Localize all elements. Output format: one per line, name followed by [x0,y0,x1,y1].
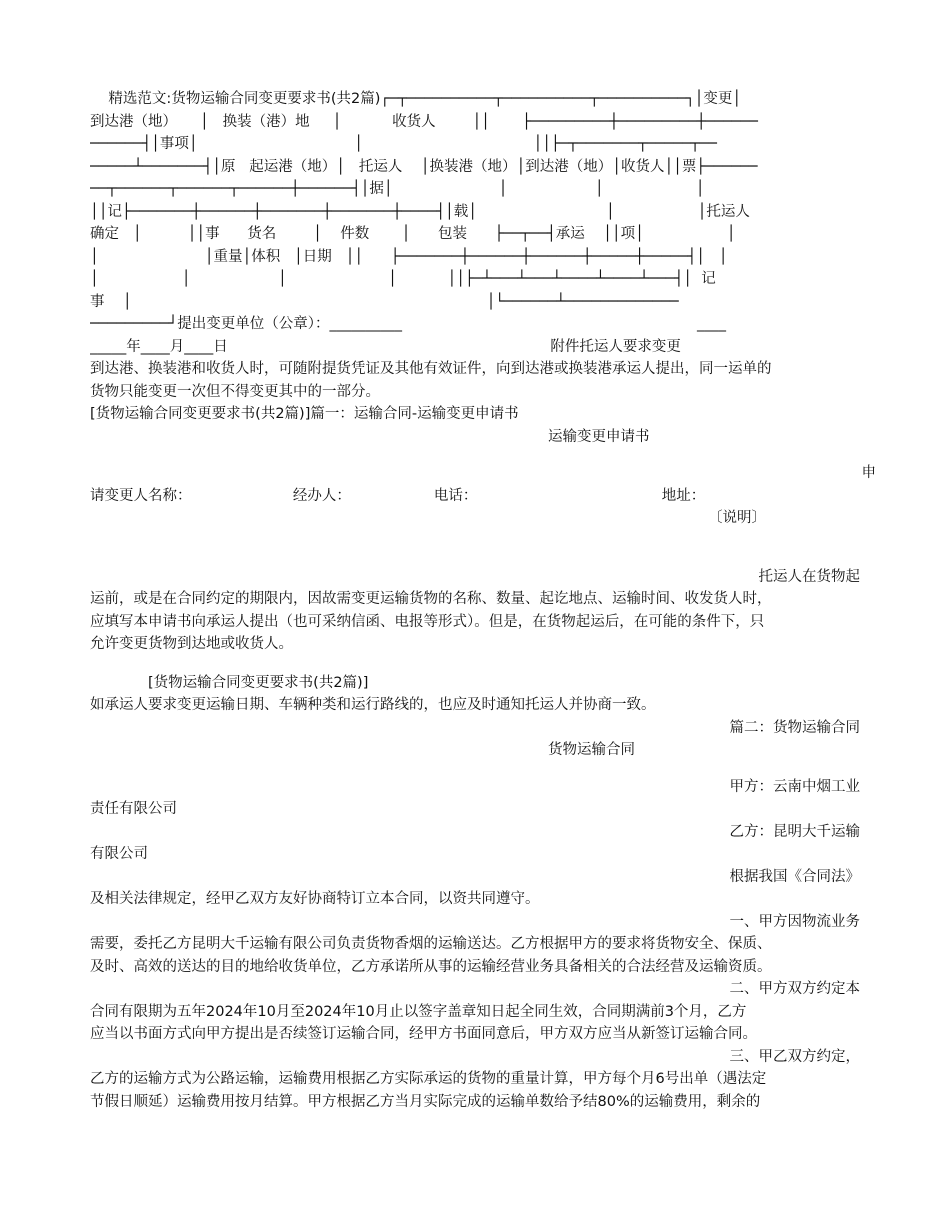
text-line: 到达港（地） │ 换装（港）地 │ 收货人 ││ ├─────────┼─────────┼────── [90,113,758,130]
clause-line: 及时、高效的送达的目的地给收货单位，乙方承诺所从事的运输经营业务具备相关的合法经营及运输资质。 [90,958,772,975]
party-b-line: 乙方：昆明大千运输 [729,823,860,840]
text-line: │ │ │ │ ││├─┴───┴───┴────┴────┴───┤│ 记 [90,271,716,287]
part-two-heading: 篇二：货物运输合同 [729,719,860,736]
carrier-note: 如承运人要求变更运输日期、车辆种类和运行路线的，也应及时通知托运人并协商一致。 [90,697,656,713]
text-line: ─────────┘提出变更单位（公章）：__________ ____ [90,316,727,332]
text-line: 确定 │ ││事 货名 │ 件数 │ 包装 ├──┬──┤承运 ││项│ │ [90,226,736,242]
text-line: │ │重量│体积 │日期 ││ ├───────┼──────┼──────┼─────┼─────┤│ │ [90,248,728,265]
repeat-title: [货物运输合同变更要求书(共2篇)] [148,674,369,691]
clause-line: 乙方的运输方式为公路运输，运输费用根据乙方实际承运的货物的重量计算，甲方每个月6号出单（遇法定 [90,1071,767,1087]
clause-line: 合同有限期为五年2024年10月至2024年10月止以签字盖章知日起全同生效，合同期满前3个月，乙方 [90,1003,747,1020]
text-line: 精选范文:货物运输合同变更要求书(共2篇)┌─┬──────────┬──────────┬──────────┐│变更│ [90,91,742,107]
clause-line: 一、甲方因物流业务 [729,913,860,930]
part-one-heading: [货物运输合同变更要求书(共2篇)]篇一：运输合同-运输变更申请书 [90,406,519,422]
party-b-line: 有限公司 [90,846,148,862]
paragraph-line: 运前，或是在合同约定的期限内，因故需变更运输货物的名称、数量、起讫地点、运输时间、收发货人时， [90,591,772,607]
contract-title: 货物运输合同 [548,742,635,758]
basis-line: 及相关法律规定，经甲乙双方友好协商特订立本合同，以资共同遵守。 [90,891,540,907]
party-a-line: 甲方：云南中烟工业 [729,778,860,795]
clause-line: 三、甲乙双方约定， [729,1048,860,1065]
clause-line: 需要，委托乙方昆明大千运输有限公司负责货物香烟的运输送达。乙方根据甲方的要求将货物安全、保质、 [90,936,772,952]
note-label: 〔说明〕 [708,510,766,526]
clause-line: 节假日顺延）运输费用按月结算。甲方根据乙方当月实际完成的运输单数给予结80%的运输费用，剩余的 [90,1093,761,1110]
party-a-line: 责任有限公司 [90,801,177,817]
paragraph-line: 托运人在货物起 [758,568,860,585]
clause-line: 二、甲方双方约定本 [729,981,860,997]
text-line: 事 │ │└──────┴───────────── [90,293,679,310]
text-line: 到达港、换装港和收货人时，可随附提货凭证及其他有效证件，向到达港或换装港承运人提出，同一运单的 [90,361,772,377]
text-line: 货物只能变更一次但不得变更其中的一部分。 [90,383,380,400]
clause-line: 应当以书面方式向甲方提出是否续签订运输合同，经甲方书面同意后，甲方双方应当从新签订运输合同。 [90,1026,757,1042]
applicant-info-line: 请变更人名称： 经办人： 电话： 地址： [90,487,706,504]
paragraph-line: 应填写本申请书向承运人提出（也可采纳信函、电报等形式）。但是，在货物起运后，在可能的条件下，只 [90,613,765,630]
change-request-form-text [90,88,860,426]
text-line: ──┬──────┬──────┬──────┼──────┤│据│ │ │ │ [90,181,705,197]
document-page [90,88,876,1113]
text-line: ─────┴───────┤│原 起运港（地）│ 托运人 │换装港（地）│到达港（地）│收货人││票├────── [90,158,758,175]
form-title: 运输变更申请书 [548,428,650,445]
basis-line: 根据我国《合同法》 [729,868,860,885]
text-line: ││记├───────┼──────┼───────┼───────┼────┤│载│ │ │托运人 [90,203,750,220]
paragraph-line: 允许变更货物到达地或收货人。 [90,636,293,652]
text-line: ──────┤│事项│ │ ││├─┬───────┬─────┬── [90,136,717,152]
text-line: _____年____月____日 附件托运人要求变更 [90,338,681,355]
apply-char: 申 [861,465,876,481]
